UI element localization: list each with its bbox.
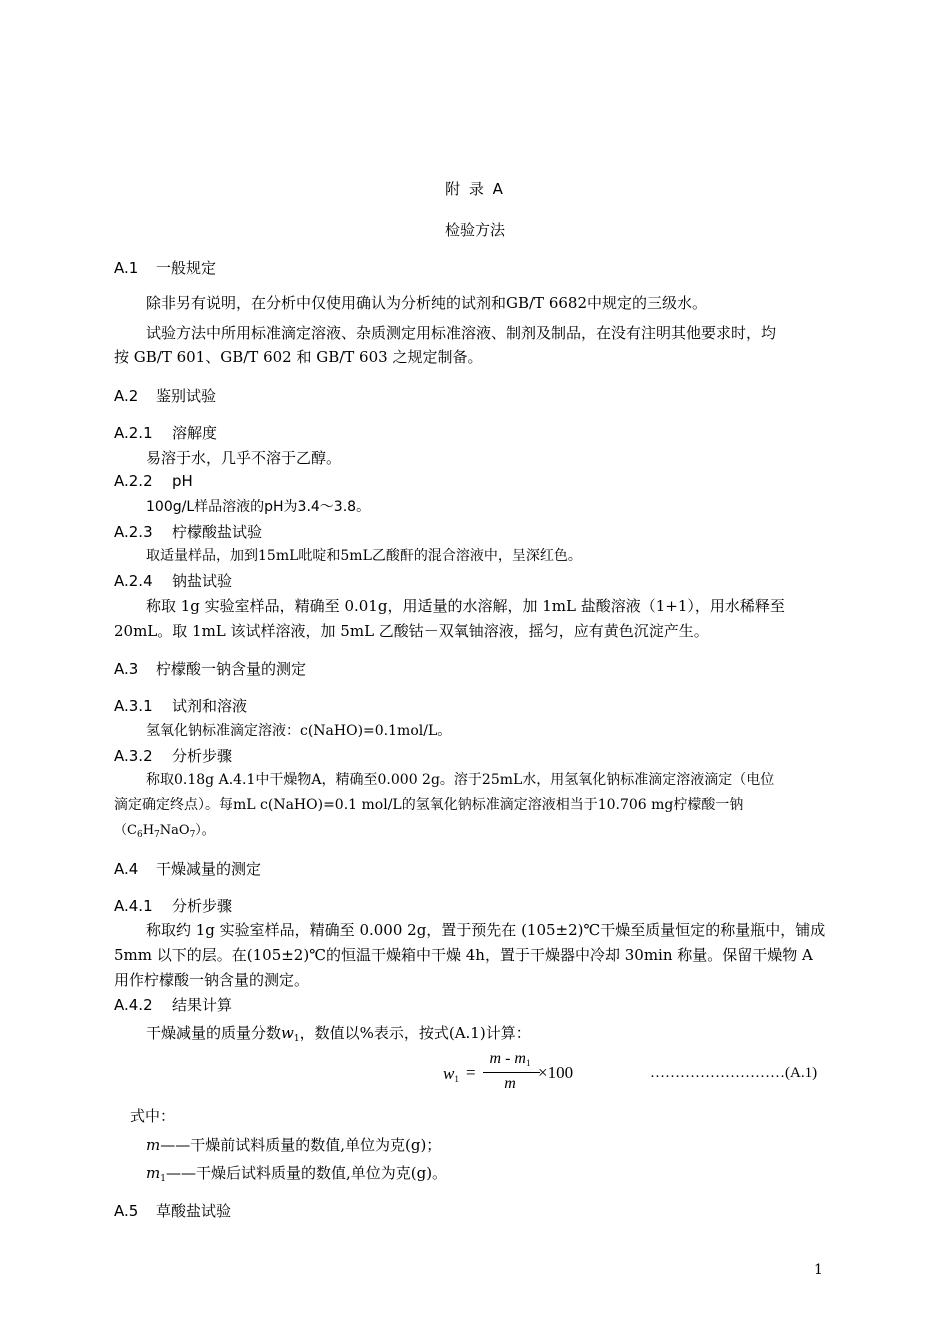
variable-description: ——干燥前试料质量的数值,单位为克(g)； — [160, 1136, 442, 1154]
heading-number: A.2.4 — [114, 572, 153, 590]
paragraph: 称取约 1g 实验室样品，精确至 0.000 2g，置于预先在 (105±2)℃干燥至质量恒定的称量瓶中，铺成 — [146, 921, 826, 939]
heading-text: 钠盐试验 — [172, 572, 233, 590]
variable-symbol: m — [146, 1136, 161, 1154]
paragraph-continued: 5mm 以下的层。在(105±2)℃的恒温干燥箱中干燥 4h，置于干燥器中冷却 30min 称量。保留干燥物 A — [114, 946, 813, 964]
formula-subscript: 7 — [154, 830, 160, 840]
formula-reference: ………………………(A.1) — [650, 1065, 818, 1081]
heading-number: A.4 — [114, 860, 139, 878]
heading-a4-1 — [114, 895, 232, 916]
heading-number: A.3 — [114, 660, 139, 678]
formula-symbol: m — [489, 1050, 502, 1067]
formula-lhs — [443, 1064, 459, 1084]
fraction-denominator: m — [504, 1075, 516, 1092]
fraction-bar — [483, 1072, 540, 1073]
paragraph: 100g/L样品溶液的pH为3.4～3.8。 — [146, 499, 371, 515]
heading-text: pH — [172, 472, 193, 490]
heading-text: 分析步骤 — [172, 897, 233, 915]
appendix-title: 附 录 A — [445, 180, 505, 198]
heading-text: 分析步骤 — [172, 747, 233, 765]
heading-number: A.1 — [114, 259, 139, 277]
text-part: 干燥减量的质量分数 — [146, 1024, 282, 1042]
heading-a2 — [114, 385, 216, 406]
heading-a2-3 — [114, 521, 262, 542]
formula-part: NaO — [159, 823, 190, 838]
heading-text: 结果计算 — [172, 996, 233, 1014]
paragraph: 氢氧化钠标准滴定溶液：c(NaHO)=0.1mol/L。 — [146, 723, 452, 739]
heading-text: 溶解度 — [172, 424, 218, 442]
heading-a2-4 — [114, 570, 232, 591]
text-part: ，数值以%表示，按式(A.1)计算： — [299, 1024, 531, 1042]
chemical-formula — [114, 819, 215, 840]
paragraph: 试验方法中所用标准滴定溶液、杂质测定用标准溶液、制剂及制品，在没有注明其他要求时，均 — [146, 324, 777, 342]
heading-number: A.2 — [114, 387, 139, 405]
paragraph: 称取0.18g A.4.1中干燥物A，精确至0.000 2g。溶于25mL水，用氢氧化钠标准滴定溶液滴定（电位 — [146, 772, 775, 788]
heading-a3-1 — [114, 695, 247, 716]
heading-number: A.4.2 — [114, 996, 153, 1014]
paragraph-continued: 按 GB/T 601、GB/T 602 和 GB/T 603 之规定制备。 — [114, 348, 483, 366]
heading-number: A.2.3 — [114, 523, 153, 541]
formula-subscript: 6 — [136, 830, 143, 840]
formula-symbol: w — [443, 1064, 455, 1083]
paragraph-continued: 用作柠檬酸一钠含量的测定。 — [114, 971, 310, 989]
heading-number: A.4.1 — [114, 897, 153, 915]
formula-part: （C — [114, 823, 137, 838]
heading-a2-1 — [114, 422, 217, 443]
heading-text: 试剂和溶液 — [172, 697, 248, 715]
where-label: 式中： — [130, 1107, 176, 1125]
heading-number: A.3.2 — [114, 747, 153, 765]
heading-a4 — [114, 858, 261, 879]
variable-definition — [146, 1134, 441, 1155]
variable-symbol: m — [146, 1164, 161, 1182]
variable-definition — [146, 1162, 447, 1184]
formula-part: ）。 — [195, 823, 215, 838]
appendix-subtitle: 检验方法 — [444, 221, 505, 239]
formula-subscript: 1 — [525, 1058, 531, 1068]
page-number: 1 — [814, 1262, 823, 1278]
heading-a3 — [114, 658, 306, 679]
formula-subscript: 1 — [454, 1074, 459, 1084]
paragraph-continued: 滴定确定终点）。每mL c(NaHO)=0.1 mol/L的氢氧化钠标准滴定溶液相当于10.706 mg柠檬酸一钠 — [114, 797, 744, 813]
heading-text: 鉴别试验 — [156, 387, 217, 405]
fraction-numerator — [480, 1050, 540, 1068]
heading-a5 — [114, 1200, 231, 1221]
heading-a2-2 — [114, 472, 193, 490]
symbol-subscript: 1 — [293, 1034, 300, 1044]
heading-number: A.2.1 — [114, 424, 153, 442]
formula-equals: = — [466, 1063, 476, 1082]
formula-intro — [146, 1022, 531, 1044]
formula-part: H — [142, 823, 155, 838]
paragraph-continued: 20mL。取 1mL 该试样溶液，加 5mL 乙酸钴－双氧铀溶液，摇匀，应有黄色沉淀产生。 — [114, 622, 709, 640]
variable-subscript: 1 — [160, 1174, 166, 1184]
heading-number: A.2.2 — [114, 472, 153, 490]
heading-a3-2 — [114, 745, 232, 766]
heading-a4-2 — [114, 994, 232, 1015]
heading-text: 草酸盐试验 — [156, 1202, 232, 1220]
heading-number: A.3.1 — [114, 697, 153, 715]
paragraph: 除非另有说明，在分析中仅使用确认为分析纯的试剂和GB/T 6682中规定的三级水。 — [146, 294, 708, 312]
heading-a1 — [114, 257, 216, 278]
heading-text: 柠檬酸盐试验 — [172, 523, 263, 541]
formula-subscript: 7 — [189, 830, 196, 840]
heading-text: 一般规定 — [156, 259, 217, 277]
heading-text: 柠檬酸一钠含量的测定 — [156, 660, 307, 678]
formula-operator: - — [505, 1050, 511, 1067]
heading-text: 干燥减量的测定 — [156, 860, 262, 878]
formula-multiplier: ×100 — [538, 1063, 574, 1082]
heading-number: A.5 — [114, 1202, 139, 1220]
variable-description: ——干燥后试料质量的数值,单位为克(g)。 — [165, 1164, 448, 1182]
formula-symbol: m — [514, 1050, 526, 1067]
paragraph: 称取 1g 实验室样品，精确至 0.01g，用适量的水溶解，加 1mL 盐酸溶液（1+1），用水稀释至 — [146, 597, 785, 615]
paragraph: 易溶于水，几乎不溶于乙醇。 — [146, 449, 342, 467]
symbol: w — [281, 1024, 294, 1042]
paragraph: 取适量样品，加到15mL吡啶和5mL乙酸酐的混合溶液中，呈深红色。 — [146, 548, 582, 564]
